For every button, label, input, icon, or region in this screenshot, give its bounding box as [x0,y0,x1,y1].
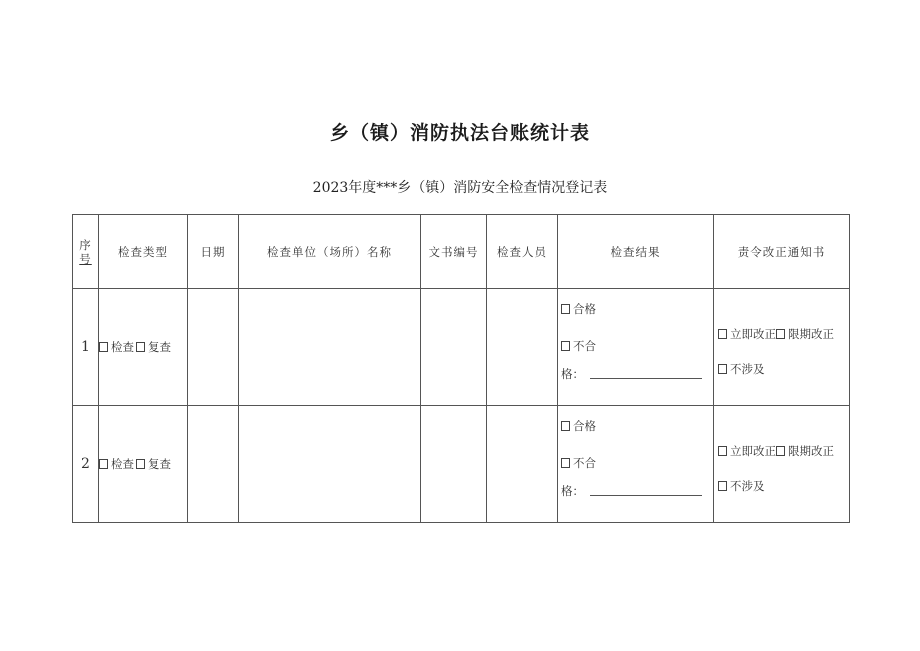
checkbox-deadline-fix[interactable] [776,329,785,339]
label-deadline-fix: 限期改正 [788,444,834,458]
table-header-row [73,215,850,289]
label-reinspection: 复查 [148,340,171,354]
header-result: 检查结果 [558,215,714,289]
document-title: 乡（镇）消防执法台账统计表 [329,122,590,144]
row-unit-cell[interactable] [239,406,421,523]
checkbox-deadline-fix[interactable] [776,446,785,456]
checkbox-pass[interactable] [561,421,570,431]
label-not-applicable: 不涉及 [730,362,765,376]
row-type-cell [99,289,188,406]
label-not-applicable: 不涉及 [730,479,765,493]
label-fail-part2: 格： [561,367,584,381]
header-seq-part1: 序 [79,237,92,252]
checkbox-reinspection[interactable] [136,342,145,352]
label-fail-part1: 不合 [573,456,596,470]
label-reinspection: 复查 [148,457,171,471]
row-seq: 1 [73,289,99,406]
label-immediate-fix: 立即改正 [730,444,776,458]
row-inspector-cell[interactable] [487,289,558,406]
checkbox-immediate-fix[interactable] [718,329,727,339]
label-fail-part2: 格： [561,484,584,498]
row-type-cell [99,406,188,523]
label-inspection: 检查 [111,457,134,471]
checkbox-fail[interactable] [561,458,570,468]
checkbox-fail[interactable] [561,341,570,351]
label-inspection: 检查 [111,340,134,354]
label-pass: 合格 [573,302,596,316]
label-immediate-fix: 立即改正 [730,327,776,341]
row-unit-cell[interactable] [239,289,421,406]
row-docno-cell[interactable] [421,289,487,406]
checkbox-pass[interactable] [561,304,570,314]
header-rectification-notice: 责令改正通知书 [714,215,850,289]
fail-reason-blank-line[interactable] [590,495,702,496]
header-date: 日期 [188,215,239,289]
header-inspector: 检查人员 [487,215,558,289]
header-document-number: 文书编号 [421,215,487,289]
table-row [73,406,850,523]
checkbox-inspection[interactable] [99,342,108,352]
header-seq-part2: 号 [79,251,92,266]
row-seq: 2 [73,406,99,523]
checkbox-immediate-fix[interactable] [718,446,727,456]
row-notice-cell [714,289,850,406]
row-docno-cell[interactable] [421,406,487,523]
header-seq [73,215,99,289]
header-inspection-type: 检查类型 [99,215,188,289]
fail-reason-blank-line[interactable] [590,378,702,379]
row-notice-cell [714,406,850,523]
checkbox-reinspection[interactable] [136,459,145,469]
row-result-cell [558,406,714,523]
header-unit-name: 检查单位（场所）名称 [239,215,421,289]
row-result-cell [558,289,714,406]
checkbox-not-applicable[interactable] [718,481,727,491]
checkbox-not-applicable[interactable] [718,364,727,374]
label-deadline-fix: 限期改正 [788,327,834,341]
checkbox-inspection[interactable] [99,459,108,469]
row-inspector-cell[interactable] [487,406,558,523]
inspection-ledger-table [72,214,850,523]
label-fail-part1: 不合 [573,339,596,353]
document-subtitle: 2023年度***乡（镇）消防安全检查情况登记表 [312,180,608,196]
row-date-cell[interactable] [188,406,239,523]
row-date-cell[interactable] [188,289,239,406]
label-pass: 合格 [573,419,596,433]
table-row [73,289,850,406]
